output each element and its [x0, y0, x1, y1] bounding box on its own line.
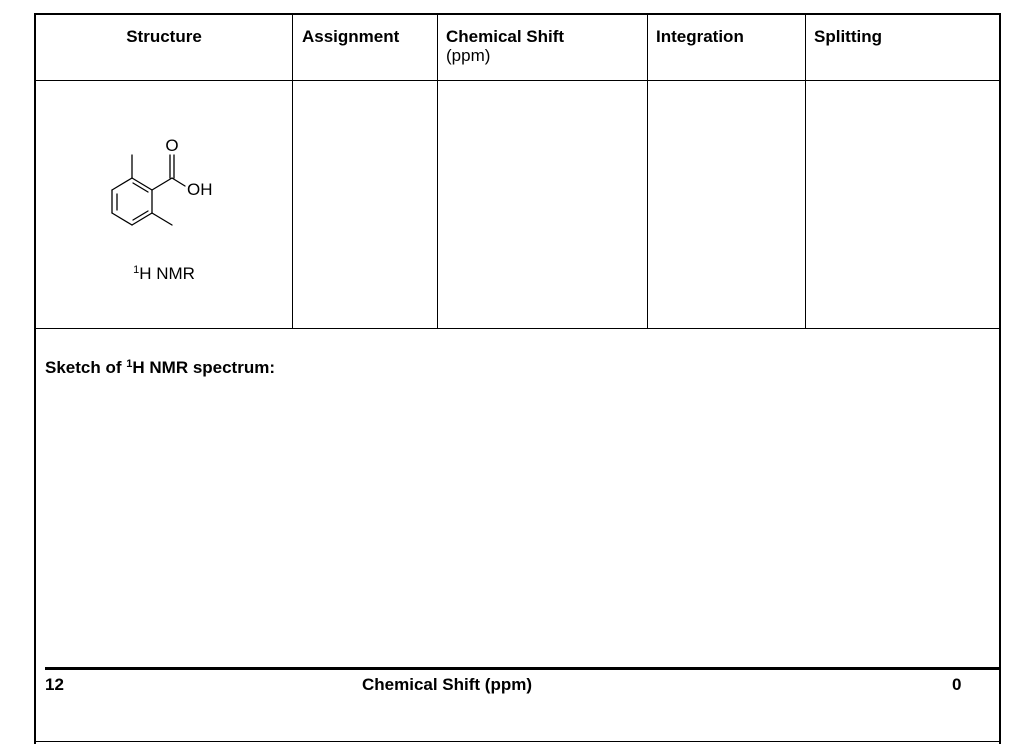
sketch-label-prefix: Sketch of: [45, 358, 127, 377]
sketch-label-superscript: 1: [126, 358, 133, 371]
header-assignment: Assignment: [302, 27, 400, 46]
header-divider: [34, 80, 1001, 81]
spectrum-axis-line: [45, 667, 999, 670]
carbonyl-oxygen-label: O: [165, 136, 179, 155]
axis-title: Chemical Shift (ppm): [362, 675, 533, 694]
ring-double-bond: [133, 211, 148, 220]
nmr-superscript: 1: [133, 264, 140, 277]
column-divider-1: [292, 13, 293, 329]
header-chemical-shift: Chemical Shift: [446, 27, 565, 46]
ring-double-bond: [133, 183, 148, 192]
axis-left-value: 12: [45, 675, 64, 694]
table-border-left: [34, 13, 36, 744]
column-divider-3: [647, 13, 648, 329]
column-divider-4: [805, 13, 806, 329]
nmr-label-text: H NMR: [139, 264, 195, 283]
bottom-divider: [34, 741, 1001, 742]
structure-nmr-label: [36, 264, 292, 284]
header-integration: Integration: [656, 27, 744, 46]
hydroxyl-label: OH: [187, 180, 213, 199]
header-splitting: Splitting: [814, 27, 882, 46]
table-border-top: [34, 13, 1001, 15]
row-divider: [34, 328, 1001, 329]
header-structure: Structure: [126, 27, 202, 46]
hydroxyl-bond: [172, 178, 185, 186]
chemical-structure-2-6-dimethylbenzoic-acid: [80, 120, 230, 240]
carboxyl-bond: [152, 178, 172, 190]
ring-bond: [112, 178, 132, 190]
header-chemical-shift-unit: (ppm): [446, 46, 491, 65]
column-divider-2: [437, 13, 438, 329]
axis-right-value: 0: [952, 675, 962, 694]
table-border-right: [999, 13, 1001, 744]
ring-bond: [112, 213, 132, 225]
sketch-label: [45, 358, 275, 378]
methyl-bond-bottom: [152, 213, 172, 225]
sketch-label-suffix: H NMR spectrum:: [132, 358, 275, 377]
